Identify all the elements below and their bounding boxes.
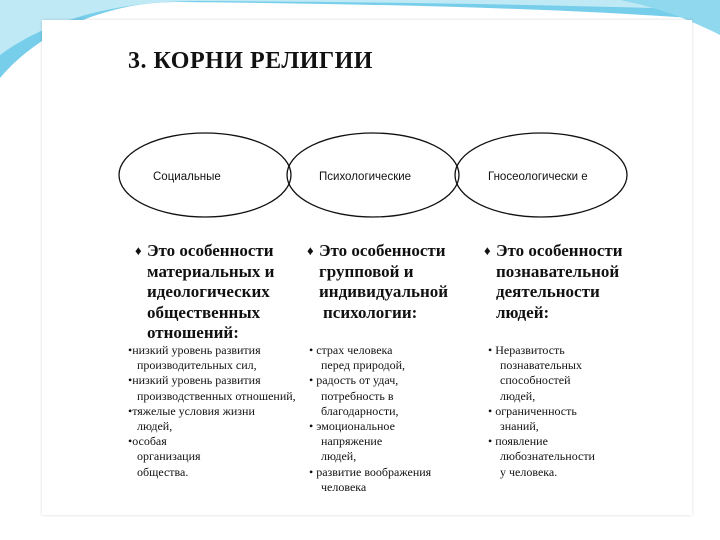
heading-line: общественных [147,302,261,322]
oval-label-social: Социальные [153,171,221,183]
list-item: производительных сил, [137,358,257,373]
list-item: • радость от удач, [309,373,399,388]
heading-line: отношений: [147,323,239,342]
list-item: • появление [488,434,548,449]
list-item: общества. [137,464,189,479]
list-item: •особая [128,434,167,449]
list-item: напряжение [321,434,383,449]
list-item: • Неразвитость [488,343,565,357]
heading-line: познавательной [496,261,620,281]
oval-label-epistemological: Гносеологически е [488,171,588,183]
heading-epistemological [484,241,623,323]
list-epistemological [488,343,638,480]
list-psychological [309,343,469,495]
heading-line: людей: [496,302,550,322]
list-item: перед природой, [321,358,406,373]
list-item: •низкий уровень развития [128,343,261,357]
heading-bullet-icon: ♦ [135,243,142,258]
list-item: любознательности [500,449,595,464]
list-item: людей, [321,449,357,464]
list-item: потребность в [321,388,394,403]
list-item: людей, [137,419,173,434]
list-item: людей, [500,388,536,403]
heading-line: Это особенности [147,241,274,260]
heading-line: Это особенности [319,241,446,260]
list-item: производственных отношений, [137,388,296,403]
list-item: благодарности, [321,403,399,418]
oval-label-psychological: Психологические [319,171,412,183]
list-item: • развитие воображения [309,464,432,479]
heading-line: групповой и [319,261,414,281]
heading-line: индивидуальной [319,282,449,301]
heading-line: идеологических [147,282,270,301]
list-item: •тяжелые условия жизни [128,403,255,418]
heading-line: Это особенности [496,241,623,260]
slide-title: 3. КОРНИ РЕЛИГИИ [128,48,373,74]
heading-line: материальных и [147,261,275,281]
heading-line: деятельности [496,282,600,301]
list-item: у человека. [500,464,558,479]
list-item: • страх человека [309,343,393,357]
heading-line: психологии: [323,302,418,322]
list-item: • ограниченность [488,403,577,418]
heading-social [135,241,275,344]
list-item: знаний, [500,419,539,434]
list-item: • эмоциональное [309,419,395,434]
heading-bullet-icon: ♦ [484,243,491,258]
heading-psychological [307,241,449,323]
list-item: способностей [500,373,571,388]
list-item: познавательных [500,358,582,373]
list-social [128,343,318,480]
list-item: организация [137,449,201,464]
list-item: человека [321,479,367,494]
list-item: •низкий уровень развития [128,373,261,388]
heading-bullet-icon: ♦ [307,243,314,258]
